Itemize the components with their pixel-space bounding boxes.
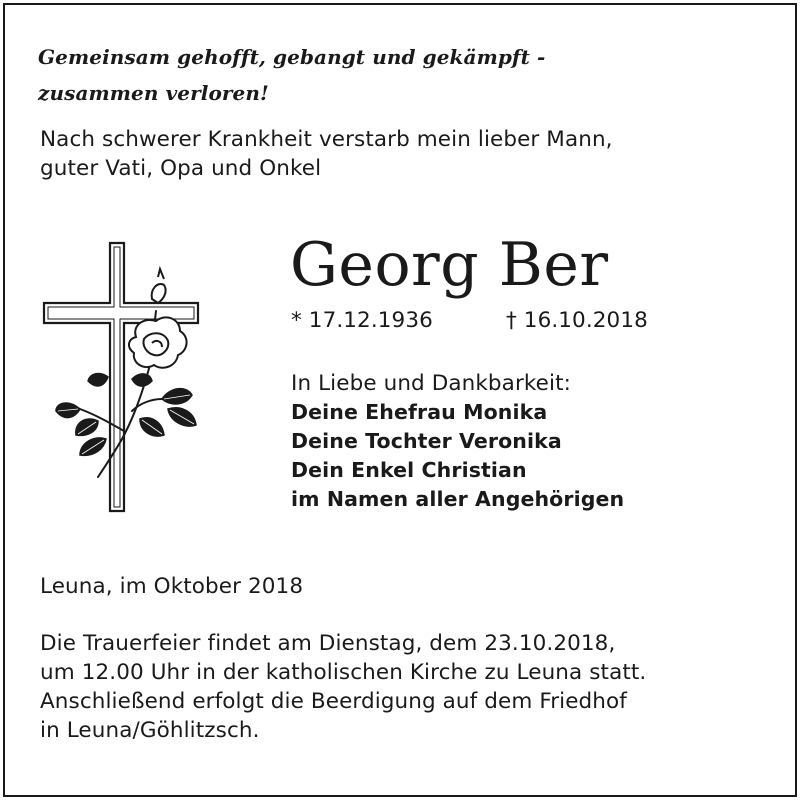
motto-line-1: Gemeinsam gehofft, gebangt und gekämpft - — [38, 45, 546, 69]
motto-line-2: zusammen verloren! — [38, 81, 269, 105]
place-date: Leuna, im Oktober 2018 — [40, 574, 304, 599]
obituary-notice — [3, 3, 797, 797]
mourners-block — [291, 369, 624, 514]
birth-date: * 17.12.1936 — [291, 308, 433, 333]
funeral-line: um 12.00 Uhr in der katholischen Kirche zu Leuna statt. — [40, 660, 647, 685]
deceased-name: Georg Ber — [290, 230, 609, 300]
intro-line-1: Nach schwerer Krankheit verstarb mein lieber Mann, — [40, 127, 613, 152]
mourner-line: Dein Enkel Christian — [291, 458, 527, 482]
cross-with-rose-icon — [40, 239, 205, 517]
mourner-line: Deine Tochter Veronika — [291, 429, 562, 453]
intro-line-2: guter Vati, Opa und Onkel — [40, 156, 322, 181]
funeral-details — [40, 629, 646, 745]
mourner-line: im Namen aller Angehörigen — [291, 487, 625, 511]
mourner-line: Deine Ehefrau Monika — [291, 400, 548, 424]
funeral-line: Anschließend erfolgt die Beerdigung auf dem Friedhof — [40, 689, 627, 714]
motto — [38, 39, 545, 111]
funeral-line: in Leuna/Göhlitzsch. — [40, 718, 260, 743]
funeral-line: Die Trauerfeier findet am Dienstag, dem 23.10.2018, — [40, 631, 616, 656]
mourners-intro: In Liebe und Dankbarkeit: — [291, 371, 571, 396]
death-date: † 16.10.2018 — [506, 308, 648, 333]
intro-text — [40, 125, 613, 183]
